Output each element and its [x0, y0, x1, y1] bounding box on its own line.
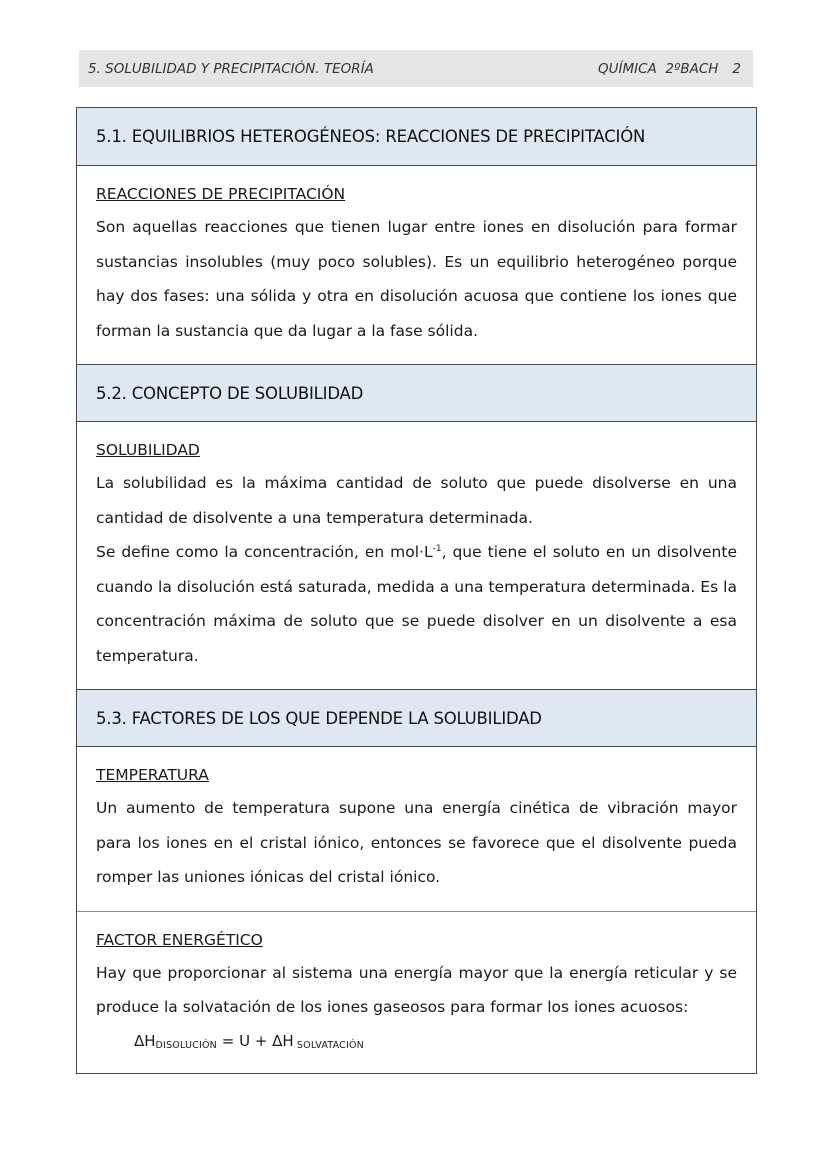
- dissolution-enthalpy-formula: [96, 1026, 737, 1061]
- formula-lhs-subscript: DISOLUCIÓN: [155, 1039, 217, 1051]
- subject-label: QUÍMICA 2ºBACH: [598, 60, 719, 77]
- formula-lhs: ΔH: [134, 1031, 156, 1050]
- concentracion-text-end: , que tiene el soluto en un disolvente cuando la disolución está saturada, medida a una temperatura determinada. Es la concentración máxima de soluto que se puede disolver en un disolvente a esa temperatura.: [96, 543, 737, 665]
- formula-rhs-subscript: SOLVATACIÓN: [293, 1039, 364, 1051]
- concentracion-text-start: Se define como la concentración, en mol·L: [96, 543, 433, 561]
- section-heading-5-1: 5.1. EQUILIBRIOS HETEROGÉNEOS: REACCIONES DE PRECIPITACIÓN: [77, 108, 756, 166]
- paragraph-solubilidad-concentracion: [96, 535, 737, 673]
- section-body-5-2: [77, 422, 756, 689]
- section-heading-5-3: 5.3. FACTORES DE LOS QUE DEPENDE LA SOLUBILIDAD: [77, 689, 756, 747]
- header-right: [598, 61, 741, 77]
- subtitle-solubilidad: SOLUBILIDAD: [96, 441, 200, 459]
- subtitle-temperatura: TEMPERATURA: [96, 766, 209, 784]
- subtitle-reacciones-precipitacion: REACCIONES DE PRECIPITACIÓN: [96, 185, 346, 203]
- paragraph-solubilidad-definicion: La solubilidad es la máxima cantidad de soluto que puede disolverse en una cantidad de disolvente a una temperatura determinada.: [96, 474, 737, 527]
- section-body-5-1: [77, 166, 756, 364]
- factor-temperatura-block: [77, 747, 756, 911]
- subtitle-factor-energetico: FACTOR ENERGÉTICO: [96, 930, 263, 949]
- paragraph-precipitacion: Son aquellas reacciones que tienen lugar entre iones en disolución para formar sustancias insolubles (muy poco solubles). Es un equilibrio heterogéneo porque hay dos fases: una sólida y otra en disolución acuosa que contiene los iones que forman la sustancia que da lugar a la fase sólida.: [96, 218, 737, 340]
- document-title: 5. SOLUBILIDAD Y PRECIPITACIÓN. TEORÍA: [88, 60, 374, 77]
- paragraph-factor-energetico: Hay que proporcionar al sistema una energía mayor que la energía reticular y se produce la solvatación de los iones gaseosos para formar los iones acuosos:: [96, 963, 737, 1016]
- page-number: 2: [732, 60, 741, 77]
- section-heading-5-2: 5.2. CONCEPTO DE SOLUBILIDAD: [77, 364, 756, 422]
- factor-energetico-block: [77, 911, 756, 1073]
- content-table: [76, 107, 757, 1074]
- formula-middle: = U + ΔH: [216, 1031, 294, 1050]
- paragraph-temperatura: Un aumento de temperatura supone una energía cinética de vibración mayor para los iones en el cristal iónico, entonces se favorece que el disolvente pueda romper las uniones iónicas del cristal iónico.: [96, 799, 737, 886]
- page-header: [79, 50, 753, 87]
- unit-exponent: -1: [432, 543, 442, 554]
